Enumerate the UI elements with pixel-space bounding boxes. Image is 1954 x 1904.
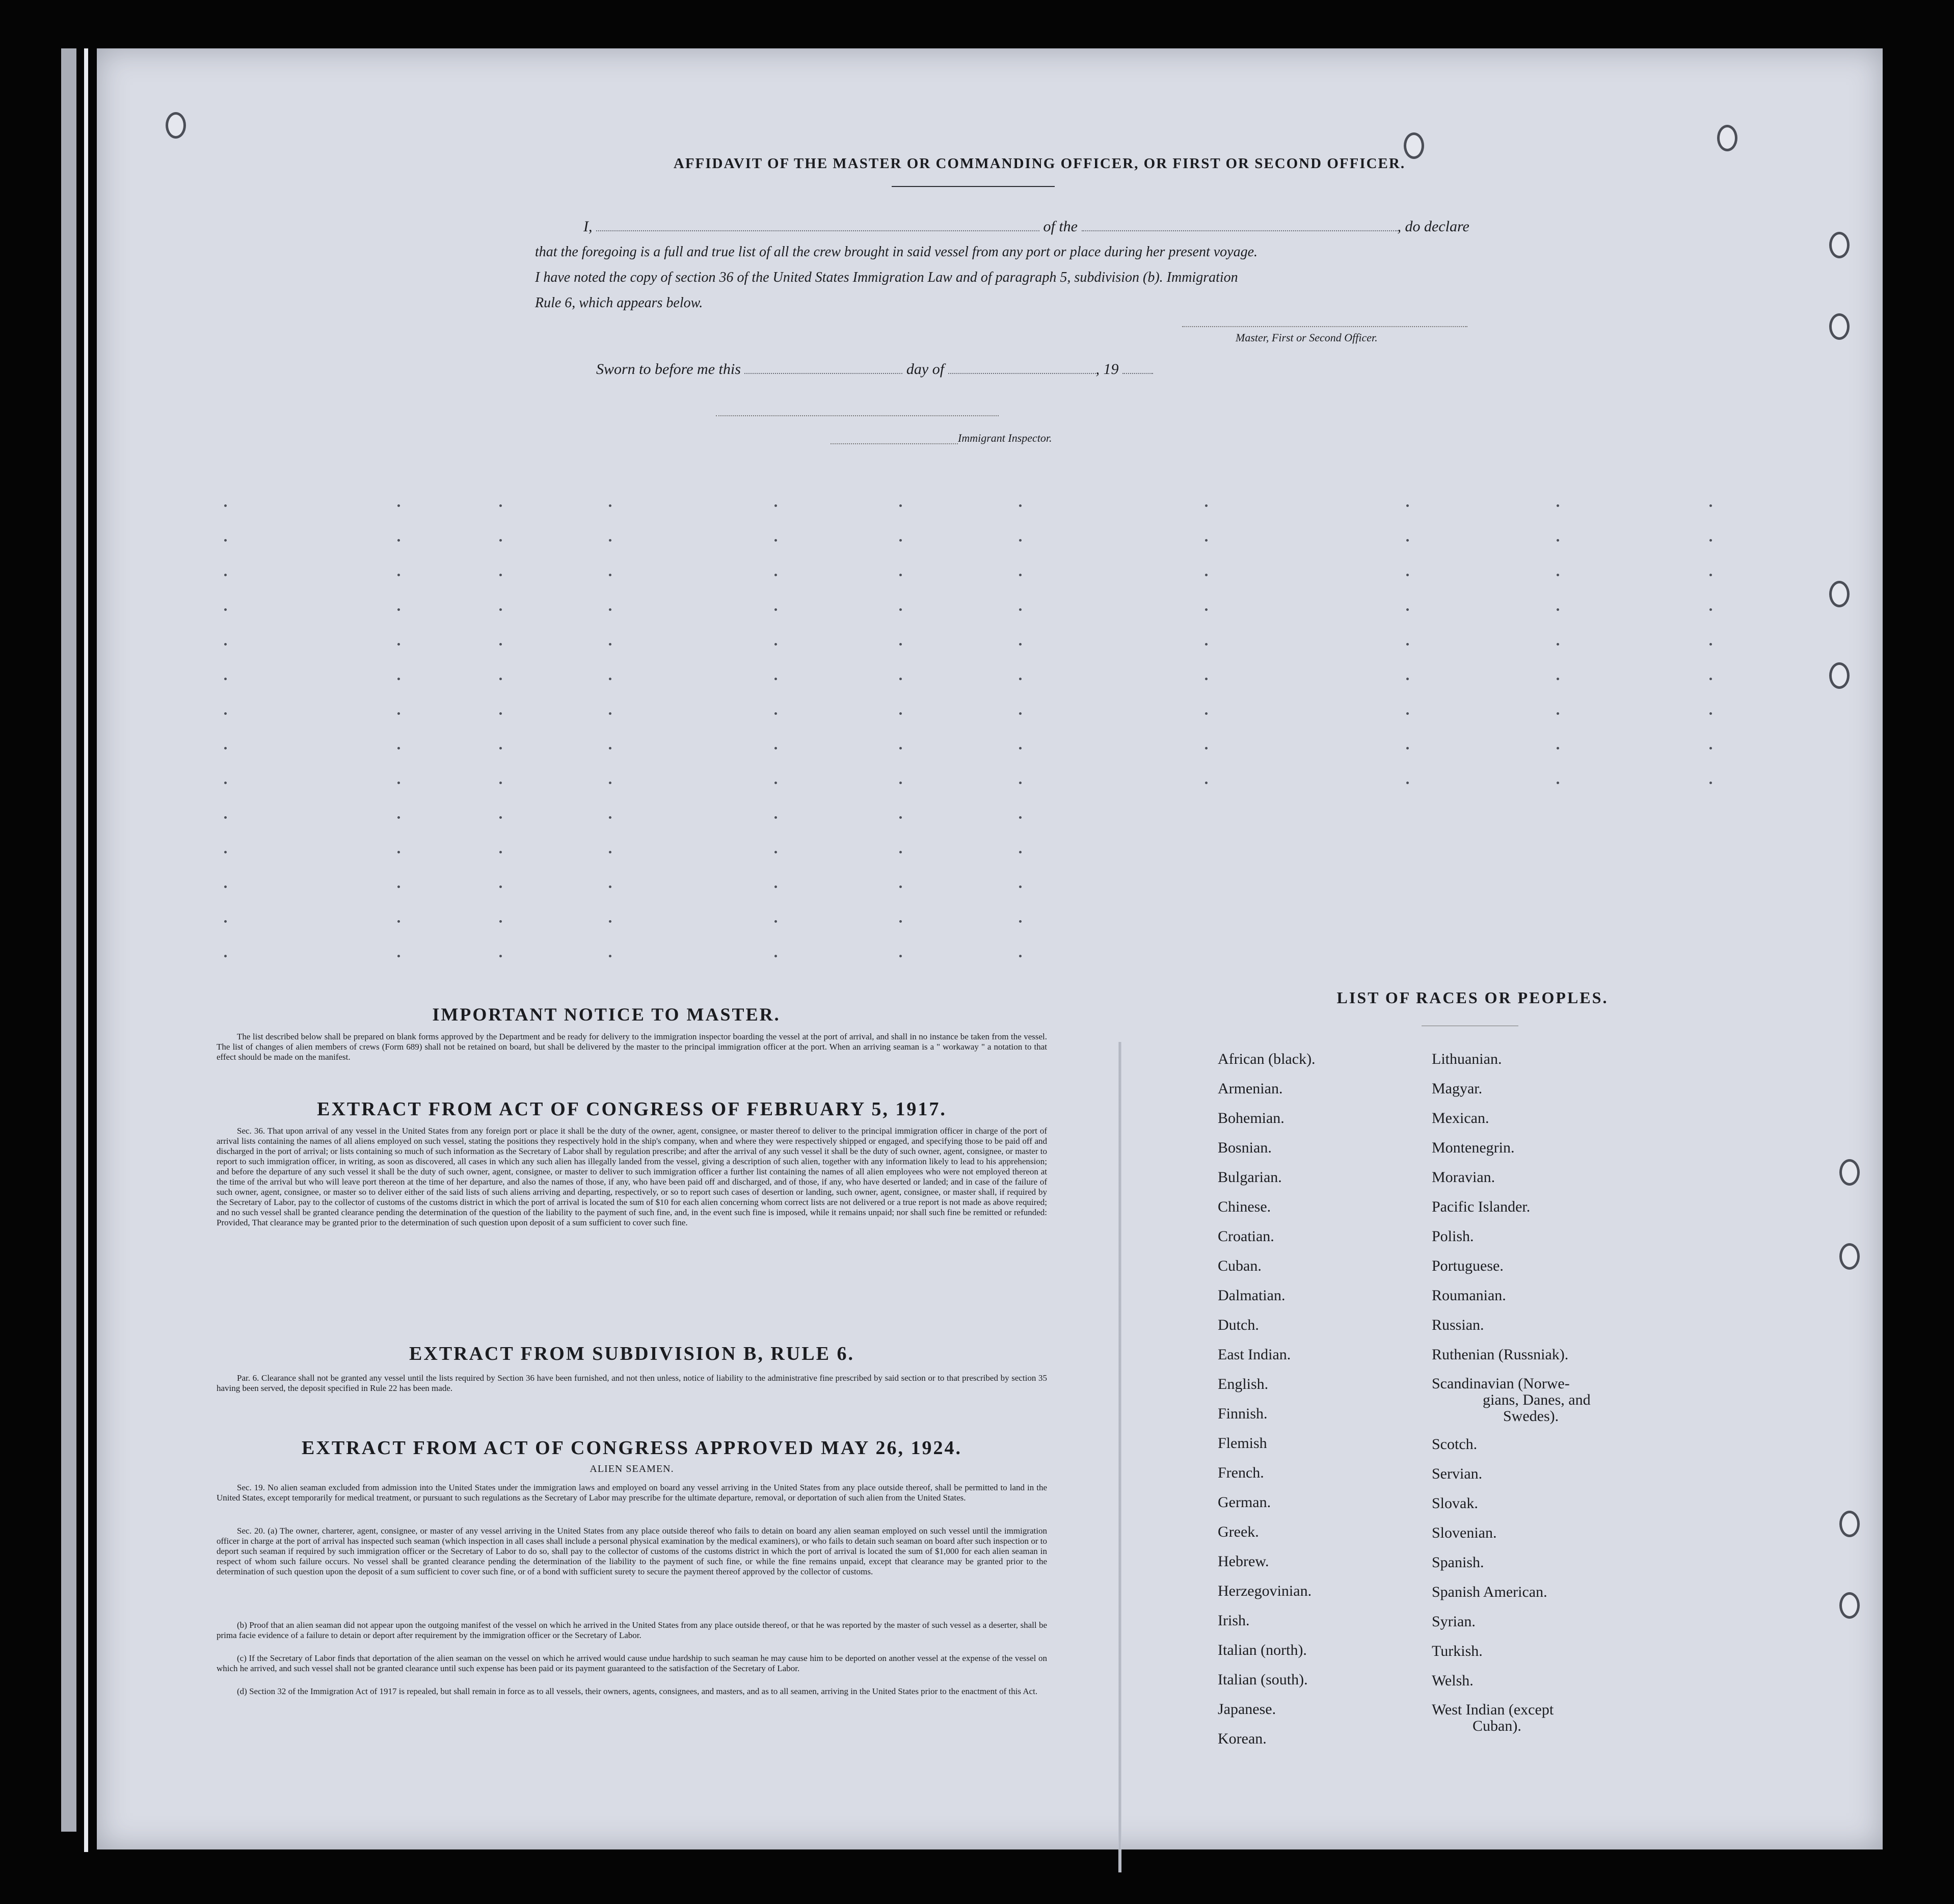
ruling-dot — [1019, 955, 1022, 957]
race-item: German. — [1218, 1494, 1271, 1511]
race-item: Mexican. — [1432, 1110, 1489, 1127]
ruling-dot — [609, 678, 611, 680]
ruling-dot — [397, 574, 400, 576]
race-item: Cuban). — [1473, 1718, 1521, 1734]
punch-hole-icon — [1839, 1511, 1860, 1537]
races-title: LIST OF RACES OR PEOPLES. — [1336, 988, 1609, 1007]
ruling-dot — [1019, 539, 1022, 542]
race-item: Turkish. — [1432, 1643, 1483, 1659]
affidavit-title: AFFIDAVIT OF THE MASTER OR COMMANDING OFFICER, OR FIRST OR SECOND OFFICER. — [673, 155, 1406, 172]
master-signature-label: Master, First or Second Officer. — [1236, 331, 1378, 344]
ruling-dot — [1557, 678, 1559, 680]
extract-1924-section-19: Sec. 19. No alien seaman excluded from admission into the United States under the immigration laws and employed on board any vessel arriving in the United States from any place outside thereof, shall be permitted to land in the United States, except temporarily for medical treatment, or pursuant to such regulations as the Secretary of Labor may prescribe for the ultimate departure, removal, or deportation of such alien from the United States. — [217, 1483, 1047, 1503]
ruling-dot — [1406, 643, 1409, 646]
ruling-dot — [1205, 539, 1208, 542]
race-item: Cuban. — [1218, 1257, 1262, 1274]
ruling-dot — [1709, 782, 1712, 784]
ruling-dot — [1019, 920, 1022, 923]
ruling-dot — [609, 955, 611, 957]
ruling-dot — [609, 574, 611, 576]
ruling-dot — [774, 816, 777, 819]
master-signature-line — [1182, 326, 1467, 327]
ruling-dot — [224, 504, 227, 507]
race-item: Slovenian. — [1432, 1524, 1497, 1541]
ruling-dot — [609, 608, 611, 611]
ruling-dot — [1709, 712, 1712, 715]
ruling-dot — [609, 504, 611, 507]
ruling-dot — [774, 574, 777, 576]
ruling-dot — [774, 678, 777, 680]
page-edge-line — [84, 48, 88, 1852]
punch-hole-icon — [1839, 1243, 1860, 1270]
race-item: Flemish — [1218, 1435, 1267, 1452]
ruling-dot — [224, 816, 227, 819]
ruling-dot — [1019, 712, 1022, 715]
ruling-dot — [397, 920, 400, 923]
name-blank[interactable] — [596, 214, 1039, 231]
race-item: Slovak. — [1432, 1495, 1478, 1512]
ruling-dot — [224, 608, 227, 611]
ruling-dot — [1557, 782, 1559, 784]
ruling-dot — [1557, 747, 1559, 749]
ruling-dot — [899, 955, 902, 957]
ruling-dot — [397, 539, 400, 542]
ruling-dot — [1557, 504, 1559, 507]
punch-hole-icon — [1839, 1159, 1860, 1186]
ruling-dot — [224, 955, 227, 957]
race-item: Greek. — [1218, 1523, 1259, 1540]
punch-hole-icon — [166, 112, 186, 139]
ruling-dot — [1406, 574, 1409, 576]
title-rule — [892, 186, 1055, 187]
extract-1924-section-20a: Sec. 20. (a) The owner, charterer, agent, consignee, or master of any vessel arriving in the United States from any place outside thereof who fails to detain on board any alien seaman employed on such vessel until the immigration officer in charge at the port of arrival has inspected such seaman (which inspection in all cases shall include a personal physical examination by the medical examiners), or who fails to detain such seaman on board after such inspection or to deport such seaman if required by such immigration officer or the Secretary of Labor to do so, shall pay to the collector of customs of the customs district in which the port of arrival is located the sum of $1,000 for each alien seaman in respect of whom such failure occurs. No vessel shall be granted clearance pending the determination of the liability to the payment of such fine, or while the fine remains unpaid, except that clearance may be granted prior to the determination of such question upon the deposit of a sum sufficient to cover such fine, or of a bond with sufficient surety to secure the payment thereof approved by the collector of customs. — [217, 1526, 1047, 1576]
ruling-dot — [1205, 504, 1208, 507]
ruling-dot — [1205, 678, 1208, 680]
ruling-dot — [499, 747, 502, 749]
race-item: Scandinavian (Norwe- — [1432, 1375, 1570, 1392]
ruling-dot — [1205, 712, 1208, 715]
ruling-dot — [499, 851, 502, 853]
ruling-dot — [224, 747, 227, 749]
race-item: Spanish. — [1432, 1554, 1484, 1571]
ruling-dot — [397, 608, 400, 611]
sworn-year-blank[interactable] — [1122, 359, 1153, 374]
ruling-dot — [1557, 539, 1559, 542]
race-item: Finnish. — [1218, 1405, 1268, 1422]
ruling-dot — [1709, 747, 1712, 749]
ruling-dot — [774, 782, 777, 784]
ruling-dot — [1406, 678, 1409, 680]
race-item: Italian (north). — [1218, 1642, 1307, 1658]
ruling-dot — [774, 539, 777, 542]
ruling-dot — [1406, 539, 1409, 542]
inspector-signature-line — [831, 443, 958, 444]
ruling-dot — [609, 920, 611, 923]
ruling-dot — [609, 782, 611, 784]
race-item: Hebrew. — [1218, 1553, 1269, 1570]
inspector-signature-label: Immigrant Inspector. — [958, 432, 1052, 444]
extract-1924-section-20d: (d) Section 32 of the Immigration Act of 1917 is repealed, but shall remain in force as to all vessels, their owners, agents, consignees, and masters, and as to all seamen, arriving in the United States prior to the enactment of this Act. — [237, 1686, 1038, 1696]
notice-body: The list described below shall be prepared on blank forms approved by the Department and be ready for delivery to the immigration inspector boarding the vessel at the port of arrival, and shall in no instance be taken from the vessel. The list of changes of alien members of crews (Form 689) shall not be retained on board, but shall be delivered by the master to the principal immigration officer at the port. When an arriving seaman is a " workaway " a notation to that effect should be made on the manifest. — [217, 1032, 1047, 1062]
ruling-dot — [499, 504, 502, 507]
punch-hole-icon — [1839, 1592, 1860, 1619]
race-item: Bohemian. — [1218, 1110, 1284, 1127]
race-item: Chinese. — [1218, 1198, 1271, 1215]
ruling-dot — [1406, 747, 1409, 749]
extract-1924-section-20b: (b) Proof that an alien seaman did not appear upon the outgoing manifest of the vessel on which he arrived in the United States from any place outside thereof, or that he was reported by the master of such vessel as a deserter, shall be prima facie evidence of a failure to detain or deport after requirement by the immigration officer or the Secretary of Labor. — [217, 1620, 1047, 1640]
race-item: English. — [1218, 1376, 1269, 1392]
ruling-dot — [609, 643, 611, 646]
extract-1917-title: EXTRACT FROM ACT OF CONGRESS OF FEBRUARY 5, 1917. — [317, 1098, 947, 1120]
race-item: African (black). — [1218, 1051, 1316, 1067]
ruling-dot — [1205, 608, 1208, 611]
sworn-month-blank[interactable] — [948, 359, 1096, 374]
ruling-dot — [774, 851, 777, 853]
ruling-dot — [899, 574, 902, 576]
race-item: Herzegovinian. — [1218, 1583, 1312, 1599]
ruling-dot — [899, 504, 902, 507]
race-item: Croatian. — [1218, 1228, 1274, 1245]
extract-rule6-title: EXTRACT FROM SUBDIVISION B, RULE 6. — [409, 1343, 854, 1364]
ruling-dot — [774, 920, 777, 923]
extract-1924-section-20c: (c) If the Secretary of Labor finds that deportation of the alien seaman on the vessel on which he arrived would cause undue hardship to such seaman he may cause him to be deported on another vessel at the expense of the vessel on which he arrived, and such vessel shall not be granted clearance until such expense has been paid or its payment guaranteed to the satisfaction of the Secretary of Labor. — [217, 1653, 1047, 1673]
sworn-line: Sworn to before me this day of , 19 — [596, 357, 1259, 382]
ruling-dot — [1557, 643, 1559, 646]
race-item: Syrian. — [1432, 1613, 1476, 1630]
race-item: Scotch. — [1432, 1436, 1478, 1453]
ruling-dot — [397, 712, 400, 715]
race-item: gians, Danes, and — [1483, 1391, 1591, 1408]
ruling-dot — [397, 678, 400, 680]
punch-hole-icon — [1829, 313, 1850, 340]
ruling-dot — [397, 782, 400, 784]
ruling-dot — [1019, 504, 1022, 507]
ruling-dot — [1019, 608, 1022, 611]
ruling-dot — [1557, 574, 1559, 576]
ruling-dot — [1019, 816, 1022, 819]
race-item: Dutch. — [1218, 1317, 1259, 1333]
ruling-dot — [1019, 747, 1022, 749]
ruling-dot — [224, 782, 227, 784]
ruling-dot — [499, 678, 502, 680]
ruling-dot — [899, 608, 902, 611]
race-item: Polish. — [1432, 1228, 1474, 1245]
extract-1917-body: Sec. 36. That upon arrival of any vessel in the United States from any foreign port or place it shall be the duty of the owner, agent, consignee, or master thereof to deliver to the principal immigration officer in charge of the port of arrival lists containing the names of all aliens employed on such vessel, stating the positions they respectively hold in the ship's company, when and where they were respectively shipped or engaged, and specifying those to be paid off and discharged in the port of arrival; or lists containing so much of such information as the Secretary of Labor shall by regulation prescribe; and after the arrival of any such vessel it shall be the duty of such owner, agent, consignee, or master to report to such immigration officer, in writing, as soon as discovered, all cases in which any such alien has illegally landed from the vessel, giving a description of such alien, together with any information likely to lead to his apprehension; and before the departure of any such vessel it shall be the duty of such owner, agent, consignee, or master to deliver to such immigration officer a further list containing the names of all alien employees who were not employed thereon at the time of the arrival but who will leave port thereon at the time of her departure, and also the names of those, if any, who have been paid off and discharged, and of those, if any, who have deserted or landed; and in case of the failure of such owner, agent, consignee, or master so to deliver either of the said lists of such aliens arriving and departing, respectively, or so to report such cases of desertion or landing, such owner, agent, consignee, or master shall, if required by the Secretary of Labor, pay to the collector of customs of the customs district in which the port of arrival is located the sum of $10 for each alien concerning whom correct lists are not delivered or a true report is not made as above required; and no such vessel shall be granted clearance pending the determination of the question of the liability to the payment of such fine, and, in the event such fine is imposed, while it remains unpaid; nor shall such fine be remitted or refunded: Provided, That clearance may be granted prior to the determination of such question upon deposit of a sum sufficient to cover such fine. — [217, 1126, 1047, 1227]
ruling-dot — [774, 504, 777, 507]
sworn-day-blank[interactable] — [744, 359, 902, 374]
ruling-dot — [397, 886, 400, 888]
race-item: Lithuanian. — [1432, 1051, 1502, 1067]
ruling-dot — [1406, 504, 1409, 507]
ruling-dot — [774, 886, 777, 888]
punch-hole-icon — [1717, 125, 1737, 151]
ruling-dot — [774, 643, 777, 646]
race-item: Servian. — [1432, 1465, 1483, 1482]
ruling-dot — [774, 608, 777, 611]
race-item: Welsh. — [1432, 1672, 1474, 1689]
declaration-line-1: I, of the , do declare — [535, 214, 1580, 239]
ruling-dot — [609, 851, 611, 853]
ruling-dot — [1709, 504, 1712, 507]
race-item: Russian. — [1432, 1317, 1484, 1333]
notice-title: IMPORTANT NOTICE TO MASTER. — [432, 1004, 781, 1025]
ruling-dot — [899, 886, 902, 888]
race-item: Montenegrin. — [1432, 1139, 1515, 1156]
ruling-dot — [1709, 678, 1712, 680]
ruling-dot — [1406, 782, 1409, 784]
ruling-dot — [1019, 886, 1022, 888]
race-item: Korean. — [1218, 1730, 1267, 1747]
ruling-dot — [224, 574, 227, 576]
ruling-dot — [899, 920, 902, 923]
ruling-dot — [499, 920, 502, 923]
ruling-dot — [609, 747, 611, 749]
ruling-dot — [224, 539, 227, 542]
race-item: Pacific Islander. — [1432, 1198, 1531, 1215]
race-item: Moravian. — [1432, 1169, 1495, 1186]
ruling-dot — [1709, 539, 1712, 542]
ruling-dot — [499, 539, 502, 542]
ruling-dot — [397, 955, 400, 957]
ruling-dot — [774, 747, 777, 749]
ruling-dot — [899, 712, 902, 715]
ruling-dot — [397, 504, 400, 507]
race-item: Magyar. — [1432, 1080, 1483, 1097]
declaration-line-3: I have noted the copy of section 36 of the United States Immigration Law and of paragraph 5, subdivision (b). Immigration — [535, 270, 1238, 285]
race-item: Italian (south). — [1218, 1671, 1308, 1688]
ruling-dot — [499, 955, 502, 957]
race-item: West Indian (except — [1432, 1701, 1554, 1718]
ruling-dot — [1205, 747, 1208, 749]
declaration-line-2: that the foregoing is a full and true list of all the crew brought in said vessel from any port or place during her present voyage. — [535, 244, 1258, 260]
race-item: Bulgarian. — [1218, 1169, 1282, 1186]
ruling-dot — [1709, 643, 1712, 646]
race-item: Spanish American. — [1432, 1584, 1547, 1600]
race-item: East Indian. — [1218, 1346, 1291, 1363]
race-item: Japanese. — [1218, 1701, 1276, 1718]
document-sheet — [97, 48, 1883, 1849]
ruling-dot — [499, 574, 502, 576]
ruling-dot — [1205, 782, 1208, 784]
ruling-dot — [1019, 851, 1022, 853]
ruling-dot — [397, 643, 400, 646]
punch-hole-icon — [1829, 581, 1850, 607]
ruling-dot — [1205, 643, 1208, 646]
extract-rule6-body: Par. 6. Clearance shall not be granted any vessel until the lists required by Section 36 have been furnished, and not then unless, notice of liability to the administrative fine prescribed by said section or to that prescribed by section 35 having been served, the deposit specified in Rule 22 has been made. — [217, 1373, 1047, 1393]
ruling-dot — [224, 920, 227, 923]
ruling-dot — [397, 816, 400, 819]
race-item: Irish. — [1218, 1612, 1250, 1629]
ruling-dot — [499, 782, 502, 784]
declaration-line-4: Rule 6, which appears below. — [535, 295, 703, 311]
ruling-dot — [774, 712, 777, 715]
ruling-dot — [224, 712, 227, 715]
race-item: French. — [1218, 1464, 1264, 1481]
ruling-dot — [1205, 574, 1208, 576]
ruling-dot — [224, 851, 227, 853]
ruling-dot — [499, 608, 502, 611]
race-item: Bosnian. — [1218, 1139, 1272, 1156]
race-item: Armenian. — [1218, 1080, 1283, 1097]
inspector-upper-line — [716, 415, 999, 416]
ruling-dot — [1019, 782, 1022, 784]
left-page-edge — [61, 48, 76, 1832]
ruling-dot — [1557, 608, 1559, 611]
extract-1924-subtitle: ALIEN SEAMEN. — [590, 1463, 674, 1474]
ruling-dot — [899, 678, 902, 680]
race-item: Ruthenian (Russniak). — [1432, 1346, 1569, 1363]
ruling-dot — [609, 539, 611, 542]
races-column-1 — [1218, 1044, 1422, 1754]
ruling-dot — [397, 747, 400, 749]
ruling-dot — [899, 747, 902, 749]
ruling-dot — [1019, 574, 1022, 576]
ruling-dot — [609, 886, 611, 888]
ruling-dot — [899, 539, 902, 542]
ruling-dot — [499, 816, 502, 819]
ruling-dot — [899, 643, 902, 646]
ruling-dot — [224, 886, 227, 888]
page-fold — [1118, 1042, 1121, 1872]
ruling-dot — [899, 816, 902, 819]
race-item: Roumanian. — [1432, 1287, 1506, 1304]
ruling-dot — [499, 643, 502, 646]
ruling-dot — [899, 851, 902, 853]
ruling-dot — [397, 851, 400, 853]
ruling-dot — [1019, 643, 1022, 646]
ruling-dot — [1557, 712, 1559, 715]
race-item: Swedes). — [1503, 1408, 1559, 1425]
ruling-dot — [1019, 678, 1022, 680]
vessel-blank[interactable] — [1082, 214, 1398, 231]
ruling-dot — [224, 678, 227, 680]
extract-1924-title: EXTRACT FROM ACT OF CONGRESS APPROVED MAY 26, 1924. — [302, 1437, 962, 1459]
ruling-dot — [499, 712, 502, 715]
ruling-dot — [1709, 574, 1712, 576]
race-item: Dalmatian. — [1218, 1287, 1286, 1304]
punch-hole-icon — [1829, 662, 1850, 689]
ruling-dot — [609, 816, 611, 819]
ruling-dot — [774, 955, 777, 957]
race-item: Portuguese. — [1432, 1257, 1504, 1274]
ruling-dot — [499, 886, 502, 888]
races-column-2 — [1432, 1044, 1697, 1734]
ruling-dot — [609, 712, 611, 715]
ruling-dot — [899, 782, 902, 784]
ruling-dot — [1709, 608, 1712, 611]
ruling-dot — [1406, 608, 1409, 611]
ruling-dot — [1406, 712, 1409, 715]
ruling-dot — [224, 643, 227, 646]
punch-hole-icon — [1829, 232, 1850, 258]
